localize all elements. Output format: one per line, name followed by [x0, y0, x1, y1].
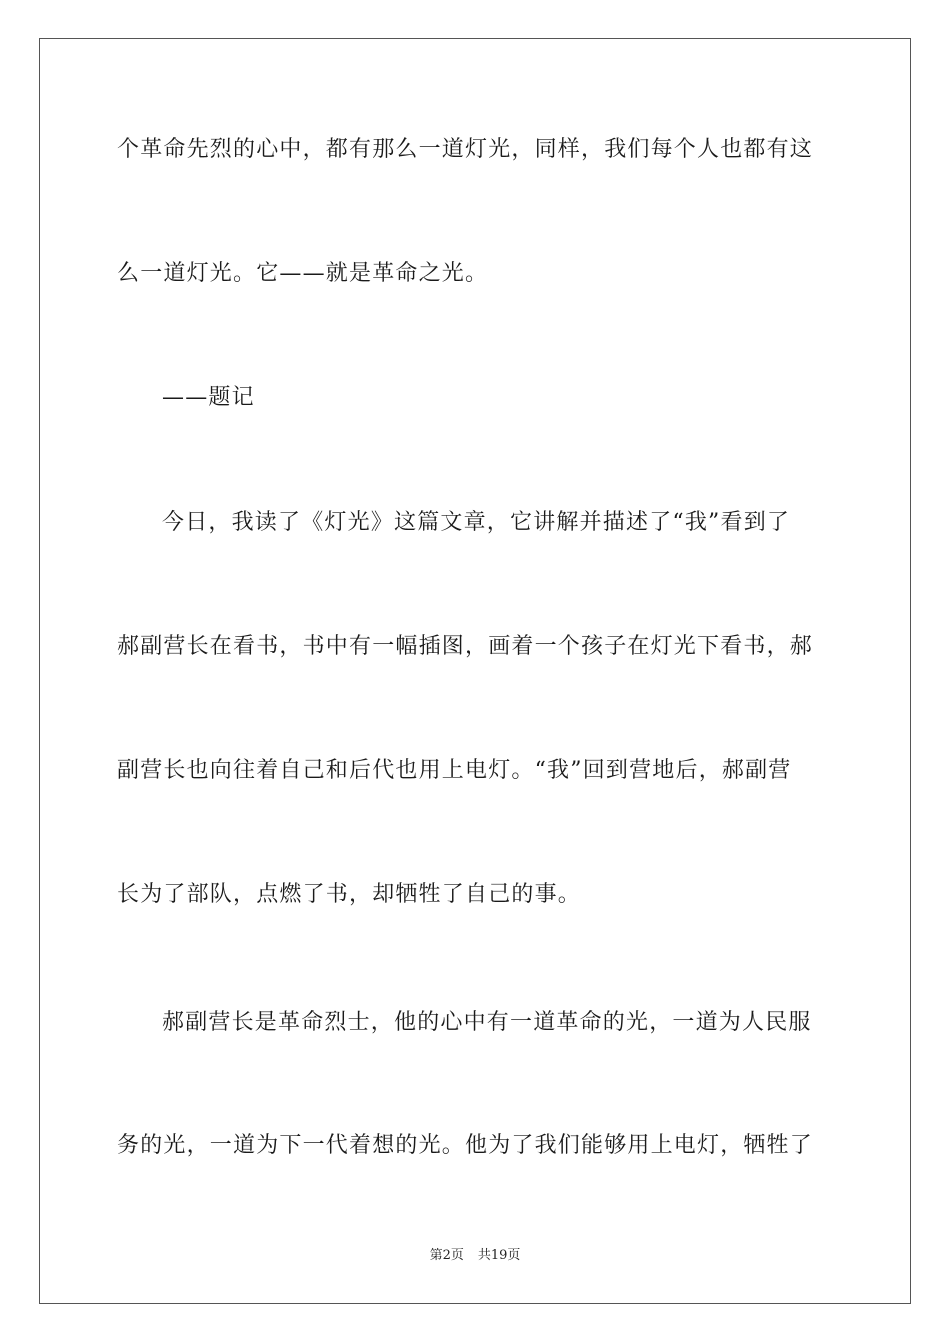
- text-line-7: 长为了部队，点燃了书，却牺牲了自己的事。: [117, 882, 582, 907]
- text-line-1: 个革命先烈的心中，都有那么一道灯光，同样，我们每个人也都有这: [117, 137, 814, 162]
- text-line-5: 郝副营长在看书，书中有一幅插图，画着一个孩子在灯光下看书，郝: [117, 634, 814, 659]
- text-line-6: 副营长也向往着自己和后代也用上电灯。“我”回到营地后，郝副营: [117, 758, 792, 783]
- page-number: 第2页: [429, 1248, 464, 1263]
- page-border: [39, 38, 911, 1304]
- text-line-9: 务的光，一道为下一代着想的光。他为了我们能够用上电灯，牺牲了: [117, 1133, 814, 1158]
- epigraph-attribution: ——题记: [162, 385, 255, 410]
- page-total: 共19页: [477, 1248, 521, 1263]
- text-line-2: 么一道灯光。它——就是革命之光。: [117, 261, 489, 286]
- page-footer: [0, 1247, 950, 1265]
- text-line-8: 郝副营长是革命烈士，他的心中有一道革命的光，一道为人民服: [162, 1010, 812, 1035]
- text-line-4: 今日，我读了《灯光》这篇文章，它讲解并描述了“我”看到了: [162, 510, 791, 535]
